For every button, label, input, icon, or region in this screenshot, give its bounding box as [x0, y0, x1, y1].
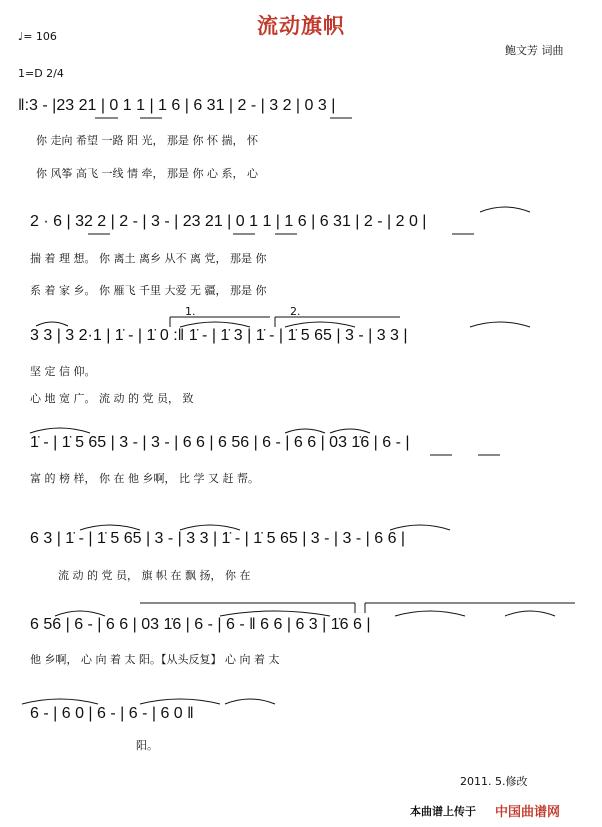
key-signature: 1=D 2/4 [18, 67, 64, 80]
score-row-2-notes: 2 · 6 | 32 2 | 2 - | 3 - | 23 21 | 0 1 1 | 1 6 | 6 31 | 2 - | 2 0 | [30, 213, 427, 230]
score-row-5-notes: 6 3 | 1̇ - | 1̇ 5 65 | 3 - | 3 3 | 1̇ - | 1̇ 5 65 | 3 - | 3 - | 6 6 | [30, 530, 406, 547]
slur-mark [285, 429, 325, 433]
score-row-1-lyrics-verse-1: 你 走向 希望 一路 阳 光， 那是 你 怀 揣， 怀 [36, 134, 258, 147]
score-row-1-notes: ‖:3 - |23 21 | 0 1 1 | 1 6 | 6 31 | 2 - | 3 2 | 0 3 | [18, 97, 336, 114]
volta-second-ending-label: 2. [290, 305, 301, 318]
site-logo[interactable]: 中国曲谱网 [495, 805, 561, 820]
slur-mark [140, 699, 220, 704]
score-row-7-notes: 6 - | 6 0 | 6 - | 6 - | 6 0 ‖ [30, 705, 194, 722]
slur-mark [395, 611, 465, 616]
slur-mark [480, 207, 530, 212]
score-row-2-lyrics-verse-2: 系 着 家 乡。 你 雁飞 千里 大爱 无 疆， 那是 你 [30, 284, 267, 297]
score-row-6-notes: 6 56 | 6 - | 6 6 | 03 1̇6 | 6 - | 6 - ‖ 6 6 | 6 3 | 1̇6 6 | [30, 616, 371, 633]
slur-mark [80, 525, 140, 530]
score-row-1-lyrics-verse-2: 你 风筝 高飞 一线 情 牵， 那是 你 心 系， 心 [36, 167, 258, 180]
slur-mark [36, 322, 68, 326]
slur-mark [505, 611, 555, 616]
score-row-4-notes: 1̇ - | 1̇ 5 65 | 3 - | 3 - | 6 6 | 6 56 | 6 - | 6 6 | 03 1̇6 | 6 - | [30, 434, 410, 451]
slur-mark [390, 525, 450, 530]
score-row-3-notes: 3 3 | 3 2·1 | 1̇ - | 1̇ 0 :‖ 1̇ - | 1̇ 3 | 1̇ - | 1̇ 5 65 | 3 - | 3 3 | [30, 327, 408, 344]
slur-mark [285, 322, 355, 327]
slur-mark [22, 699, 98, 704]
score-row-6-lyrics: 他 乡啊， 心 向 着 太 阳。【从头反复】 心 向 着 太 [30, 653, 280, 666]
revision-date: 2011. 5.修改 [460, 775, 528, 788]
slur-mark [220, 611, 330, 616]
slur-mark [180, 525, 240, 530]
slur-mark [470, 322, 530, 327]
score-row-5-lyrics: 流 动 的 党 员， 旗 帜 在 飘 扬， 你 在 [58, 569, 251, 582]
score-row-3-lyrics-verse-1: 坚 定 信 仰。 [30, 365, 96, 378]
tempo-marking: ♩= 106 [18, 30, 57, 43]
slur-mark [180, 322, 250, 327]
score-row-3-lyrics-verse-2: 心 地 宽 广。 流 动 的 党 员， 致 [30, 392, 194, 405]
song-title: 流动旗帜 [257, 14, 345, 38]
score-row-4-lyrics: 富 的 榜 样， 你 在 他 乡啊， 比 学 又 赶 帮。 [30, 472, 259, 485]
slur-mark [330, 429, 370, 433]
slur-mark [30, 428, 90, 433]
slur-mark [55, 611, 105, 616]
composer-credit: 鲍文芳 词曲 [505, 44, 564, 57]
score-row-2-lyrics-verse-1: 揣 着 理 想。 你 离土 离乡 从不 离 党， 那是 你 [30, 252, 267, 265]
upload-label: 本曲谱上传于 [410, 805, 476, 818]
score-row-7-lyrics: 阳。 [136, 739, 158, 752]
volta-first-ending-label: 1. [185, 305, 196, 318]
slur-mark [225, 699, 275, 704]
